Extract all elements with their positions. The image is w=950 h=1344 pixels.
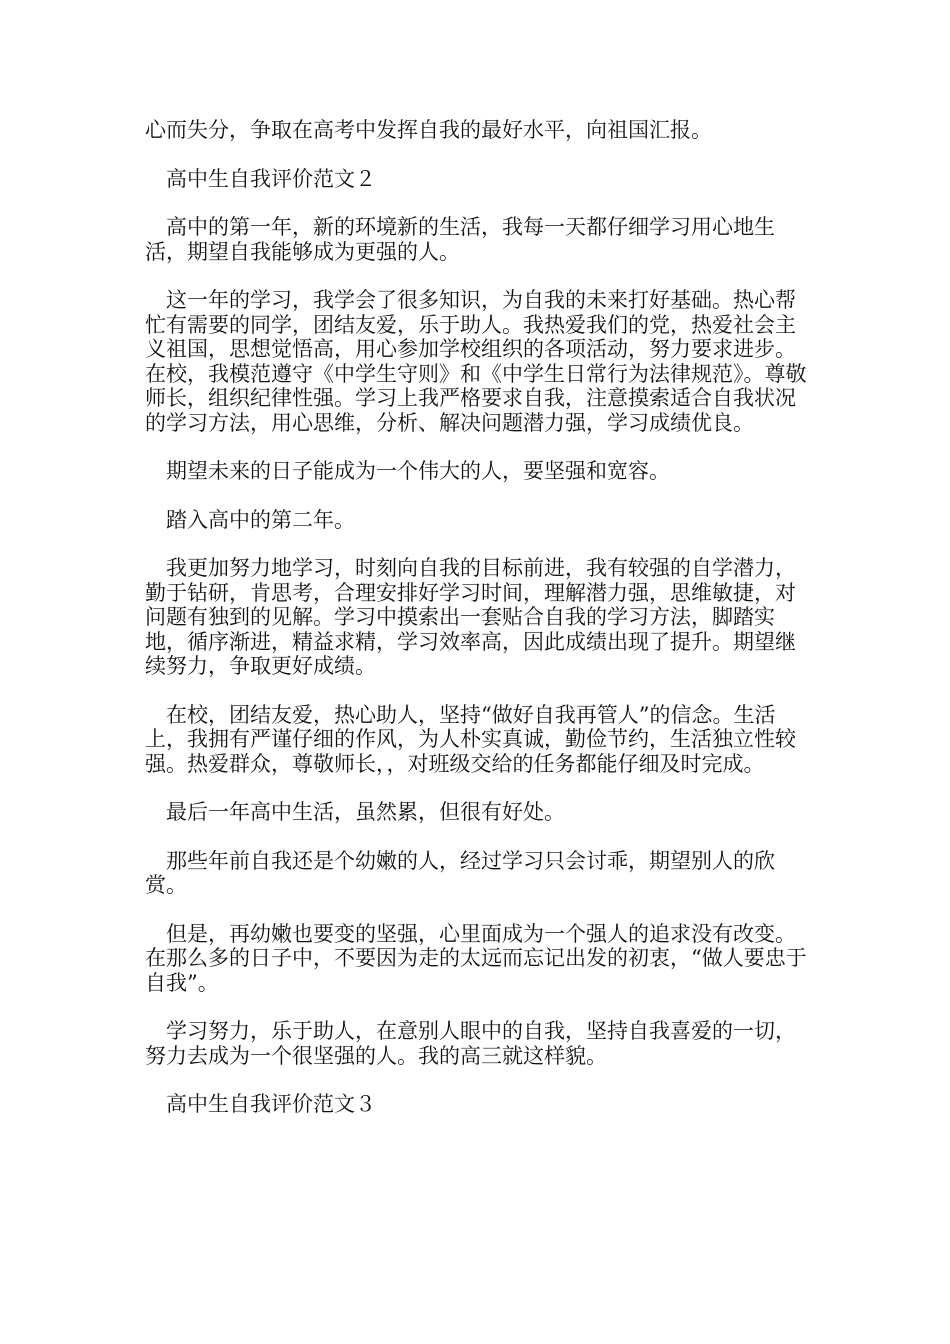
paragraph: 高中的第一年，新的环境新的生活，我每一天都仔细学习用心地生活，期望自我能够成为更强的人。 [145, 215, 775, 264]
paragraph: 最后一年高中生活，虽然累，但很有好处。 [166, 800, 565, 824]
paragraph: 学习努力，乐于助人，在意别人眼中的自我，坚持自我喜爱的一切，努力去成为一个很坚强的人。我的高三就这样貌。 [145, 1019, 796, 1068]
paragraph: 但是，再幼嫩也要变的坚强，心里面成为一个强人的追求没有改变。在那么多的日子中，不要因为走的太远而忘记出发的初衷，“做人要忠于自我”。 [145, 921, 807, 995]
paragraph: 期望未来的日子能成为一个伟大的人，要坚强和宽容。 [166, 459, 670, 483]
paragraph: 那些年前自我还是个幼嫩的人，经过学习只会讨乖，期望别人的欣赏。 [145, 848, 775, 897]
document-body [145, 118, 810, 1141]
paragraph: 这一年的学习，我学会了很多知识，为自我的未来打好基础。热心帮忙有需要的同学，团结友爱，乐于助人。我热爱我们的党，热爱社会主义祖国，思想觉悟高，用心参加学校组织的各项活动，努力要求进步。在校，我模范遵守《中学生守则》和《中学生日常行为法律规范》。尊敬师长，组织纪律性强。学习上我严格要求自我，注意摸索适合自我状况的学习方法，用心思维，分析、解决问题潜力强，学习成绩优良。 [145, 288, 807, 435]
paragraph: 在校，团结友爱，热心助人，坚持“做好自我再管人”的信念。生活上，我拥有严谨仔细的作风，为人朴实真诚，勤俭节约，生活独立性较强。热爱群众，尊敬师长，，对班级交给的任务都能仔细及时完成。 [145, 702, 796, 776]
paragraph: 我更加努力地学习，时刻向自我的目标前进，我有较强的自学潜力，勤于钻研，肯思考，合理安排好学习时间，理解潜力强，思维敏捷，对问题有独到的见解。学习中摸索出一套贴合自我的学习方法，脚踏实地，循序渐进，精益求精，学习效率高，因此成绩出现了提升。期望继续努力，争取更好成绩。 [145, 556, 796, 678]
section-heading: 高中生自我评价范文３ [166, 1092, 376, 1116]
paragraph: 心而失分，争取在高考中发挥自我的最好水平，向祖国汇报。 [145, 118, 712, 142]
paragraph: 踏入高中的第二年。 [166, 507, 355, 532]
section-heading: 高中生自我评价范文２ [166, 166, 376, 191]
